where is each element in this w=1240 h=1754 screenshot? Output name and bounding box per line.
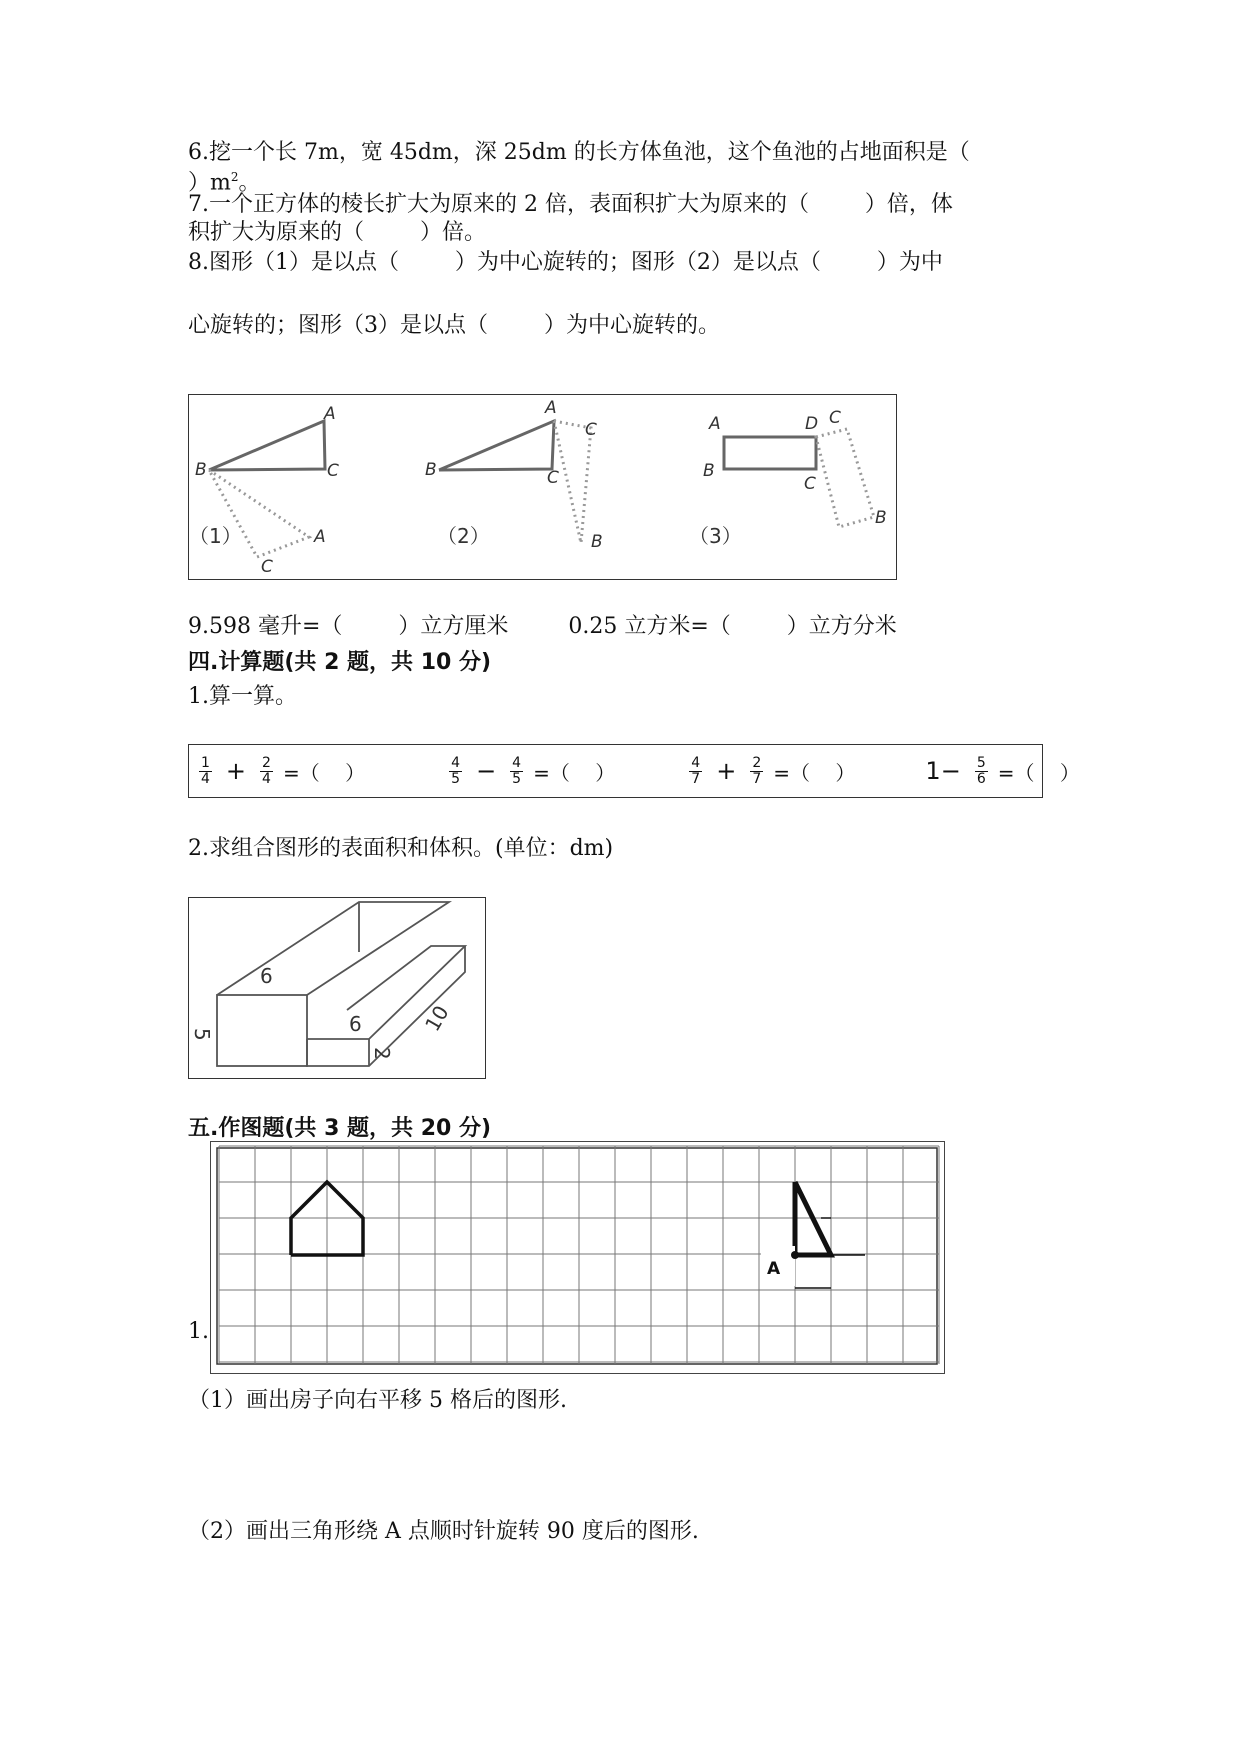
fraction: $\frac{2}{4}$ xyxy=(262,754,271,787)
solid-figure xyxy=(188,897,486,1079)
q6-line1: 6.挖一个长 7m，宽 45dm，深 25dm 的长方体鱼池，这个鱼池的占地面积是（ xyxy=(188,140,970,165)
q7-line2: 积扩大为原来的（ ）倍。 xyxy=(188,220,486,245)
q8-line2: 心旋转的；图形（3）是以点（ ）为中心旋转的。 xyxy=(188,313,720,338)
label-step-length: 6 xyxy=(349,1012,362,1036)
point-a-marker xyxy=(791,1251,799,1259)
answer-blank[interactable]: =（ ） xyxy=(773,760,856,785)
fig3-label-c2: C xyxy=(829,408,841,428)
fig3-rectangle xyxy=(724,437,816,469)
front-block xyxy=(217,995,307,1066)
draw1-number: 1. xyxy=(188,1319,209,1344)
operator: − xyxy=(476,757,497,785)
section4-title: 四.计算题(共 2 题，共 10 分) xyxy=(188,650,492,675)
fraction: $\frac{4}{5}$ xyxy=(512,754,522,787)
fig2-label-b2: B xyxy=(591,532,603,552)
q6-superscript: 2 xyxy=(230,170,239,184)
fig2-label-a: A xyxy=(545,398,557,418)
fig1-label-c2: C xyxy=(261,557,273,577)
draw1-task2: （2）画出三角形绕 A 点顺时针旋转 90 度后的图形. xyxy=(188,1519,699,1544)
calc2-prompt: 2.求组合图形的表面积和体积。(单位：dm) xyxy=(188,836,614,861)
q9-part2: 0.25 立方米=（ ）立方分米 xyxy=(568,614,897,639)
fig3-label-b: B xyxy=(703,461,715,481)
fraction: $\frac{1}{4}$ xyxy=(201,754,210,787)
fig1-triangle xyxy=(209,421,325,470)
rotation-figure-svg xyxy=(189,395,895,578)
label-left-height: 5 xyxy=(190,1028,214,1041)
fraction-expression-2 xyxy=(445,756,621,787)
fig3-label-a: A xyxy=(709,414,721,434)
label-depth: 10 xyxy=(420,1001,454,1036)
calc1-prompt: 1.算一算。 xyxy=(188,684,297,709)
fig2-caption: （2） xyxy=(437,524,490,548)
fraction-expression-3 xyxy=(685,756,861,787)
answer-blank[interactable]: =（ ） xyxy=(997,760,1080,785)
q6-line2-suffix: 。 xyxy=(238,170,261,196)
fraction-exercise-box xyxy=(188,744,1080,798)
fig3-caption: （3） xyxy=(689,524,742,548)
fraction: $\frac{2}{7}$ xyxy=(752,754,762,787)
fig1-label-b: B xyxy=(195,460,207,480)
fig2-label-b: B xyxy=(425,460,437,480)
answer-blank[interactable]: =（ ） xyxy=(533,760,616,785)
q9-part1: 9.598 毫升=（ ）立方厘米 xyxy=(188,614,509,639)
fraction-expression-4 xyxy=(925,756,1086,787)
fig1-caption: （1） xyxy=(189,524,242,548)
q8-line1: 8.图形（1）是以点（ ）为中心旋转的；图形（2）是以点（ ）为中 xyxy=(188,250,943,275)
q7-line1: 7.一个正方体的棱长扩大为原来的 2 倍，表面积扩大为原来的（ ）倍，体 xyxy=(188,192,953,217)
fig3-label-b2: B xyxy=(875,508,887,528)
whole-number: 1− xyxy=(925,757,961,785)
fraction: $\frac{4}{7}$ xyxy=(691,754,701,787)
answer-blank[interactable]: =（ ） xyxy=(282,760,366,785)
fig2-triangle xyxy=(439,421,554,470)
tall-block-top xyxy=(217,902,449,995)
fig2-label-c: C xyxy=(547,468,559,488)
label-step-height: 2 xyxy=(370,1047,394,1060)
fig3-rotated-rectangle xyxy=(816,429,874,527)
fig1-label-a2: A xyxy=(314,527,326,547)
fig2-label-c2: C xyxy=(585,420,597,440)
fig1-label-a: A xyxy=(324,404,336,424)
rotation-figure xyxy=(188,394,897,580)
fig3-label-c: C xyxy=(804,474,816,494)
label-top-length: 6 xyxy=(260,964,273,988)
fraction-expression-1 xyxy=(195,756,371,787)
q9-line xyxy=(188,613,897,641)
q6-line2-prefix: ）m xyxy=(188,170,231,196)
section5-title: 五.作图题(共 3 题，共 20 分) xyxy=(188,1116,492,1141)
fig1-label-c: C xyxy=(327,461,339,481)
fraction: $\frac{5}{6}$ xyxy=(976,754,986,787)
draw1-task1: （1）画出房子向右平移 5 格后的图形. xyxy=(188,1388,567,1413)
fig3-label-d: D xyxy=(805,414,819,434)
solid-figure-svg xyxy=(189,898,484,1077)
operator: + xyxy=(225,757,247,785)
grid-svg xyxy=(211,1142,943,1372)
drawing-grid xyxy=(210,1141,945,1374)
operator: + xyxy=(716,757,737,785)
point-a-label: A xyxy=(767,1259,781,1279)
fraction: $\frac{4}{5}$ xyxy=(451,754,461,787)
